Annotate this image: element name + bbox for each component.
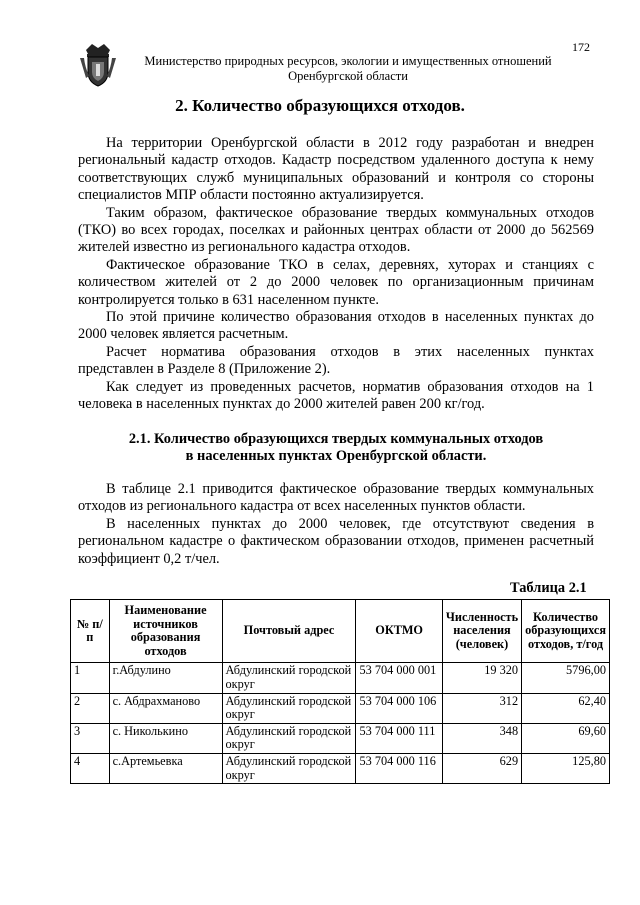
paragraph: Как следует из проведенных расчетов, норматив образования отходов на 1 человека в населенных пунктах до 2000 жителей равен 200 кг/год. bbox=[78, 378, 594, 413]
cell-address: Абдулинский городской округ bbox=[222, 663, 356, 693]
cell-source: с.Артемьевка bbox=[109, 753, 222, 783]
section-title: 2. Количество образующихся отходов. bbox=[175, 96, 465, 115]
col-header-source: Наименование источников образования отходов bbox=[109, 600, 222, 663]
table-row bbox=[71, 753, 610, 783]
paragraph: Фактическое образование ТКО в селах, деревнях, хуторах и станциях с количеством жителей от 2 до 2000 человек по организационным причинам контролируется только в 631 населенном пункте. bbox=[78, 256, 594, 308]
subsection-title bbox=[78, 431, 594, 466]
col-header-address: Почтовый адрес bbox=[222, 600, 356, 663]
paragraph: В таблице 2.1 приводится фактическое образование твердых коммунальных отходов из регионального кадастра от всех населенных пунктов области. bbox=[78, 481, 594, 515]
cell-address: Абдулинский городской округ bbox=[222, 753, 356, 783]
cell-oktmo: 53 704 000 106 bbox=[356, 693, 442, 723]
cell-population: 348 bbox=[442, 723, 521, 753]
cell-source: с. Абдрахманово bbox=[109, 693, 222, 723]
cell-waste-amount: 62,40 bbox=[522, 693, 610, 723]
col-header-number: № п/п bbox=[71, 600, 110, 663]
cell-oktmo: 53 704 000 111 bbox=[356, 723, 442, 753]
subsection-title-line-1: 2.1. Количество образующихся твердых коммунальных отходов bbox=[128, 431, 544, 447]
paragraph: На территории Оренбургской области в 2012 году разработан и внедрен региональный кадастр отходов. Кадастр посредством удаленного доступа к нему соответствующих служб муниципальных образований и контроля со стороны специалистов МПР области постоянно актуализируется. bbox=[78, 135, 594, 204]
cell-number: 4 bbox=[71, 753, 110, 783]
table-caption: Таблица 2.1 bbox=[510, 580, 587, 596]
cell-population: 629 bbox=[442, 753, 521, 783]
col-header-population: Численность населения (человек) bbox=[442, 600, 521, 663]
cell-oktmo: 53 704 000 001 bbox=[356, 663, 442, 693]
cell-source: с. Николькино bbox=[109, 723, 222, 753]
subsection-title-line-2: в населенных пунктах Оренбургской области. bbox=[185, 448, 487, 465]
col-header-waste-amount: Количество образующихся отходов, т/год bbox=[522, 600, 610, 663]
page-number: 172 bbox=[572, 40, 590, 54]
table-row bbox=[71, 723, 610, 753]
ministry-line-2: Оренбургской области bbox=[288, 69, 408, 83]
ministry-header bbox=[128, 54, 568, 84]
ministry-line-1: Министерство природных ресурсов, экологии и имущественных отношений bbox=[144, 54, 552, 68]
paragraph: Расчет норматива образования отходов в этих населенных пунктах представлен в Разделе 8 (Приложение 2). bbox=[78, 343, 594, 378]
cell-population: 19 320 bbox=[442, 663, 521, 693]
paragraph: По этой причине количество образования отходов в населенных пунктах до 2000 человек является расчетным. bbox=[78, 309, 594, 343]
cell-source: г.Абдулино bbox=[109, 663, 222, 693]
cell-address: Абдулинский городской округ bbox=[222, 693, 356, 723]
waste-table bbox=[70, 599, 610, 784]
table-row bbox=[71, 663, 610, 693]
cell-address: Абдулинский городской округ bbox=[222, 723, 356, 753]
section-body bbox=[78, 135, 594, 414]
col-header-oktmo: ОКТМО bbox=[356, 600, 442, 663]
cell-population: 312 bbox=[442, 693, 521, 723]
cell-oktmo: 53 704 000 116 bbox=[356, 753, 442, 783]
paragraph: Таким образом, фактическое образование твердых коммунальных отходов (ТКО) во всех городах, поселках и районных центрах области от 2000 до 562569 жителей известно из регионального кадастра отходов. bbox=[78, 204, 594, 256]
cell-waste-amount: 69,60 bbox=[522, 723, 610, 753]
table-header-row bbox=[71, 600, 610, 663]
cell-number: 2 bbox=[71, 693, 110, 723]
cell-waste-amount: 125,80 bbox=[522, 753, 610, 783]
table-row bbox=[71, 693, 610, 723]
cell-waste-amount: 5796,00 bbox=[522, 663, 610, 693]
subsection-body bbox=[78, 481, 594, 568]
coat-of-arms-icon bbox=[78, 40, 118, 88]
cell-number: 1 bbox=[71, 663, 110, 693]
paragraph: В населенных пунктах до 2000 человек, где отсутствуют сведения в региональном кадастре о фактическом образовании отходов, применен расчетный коэффициент 0,2 т/чел. bbox=[78, 515, 594, 567]
cell-number: 3 bbox=[71, 723, 110, 753]
